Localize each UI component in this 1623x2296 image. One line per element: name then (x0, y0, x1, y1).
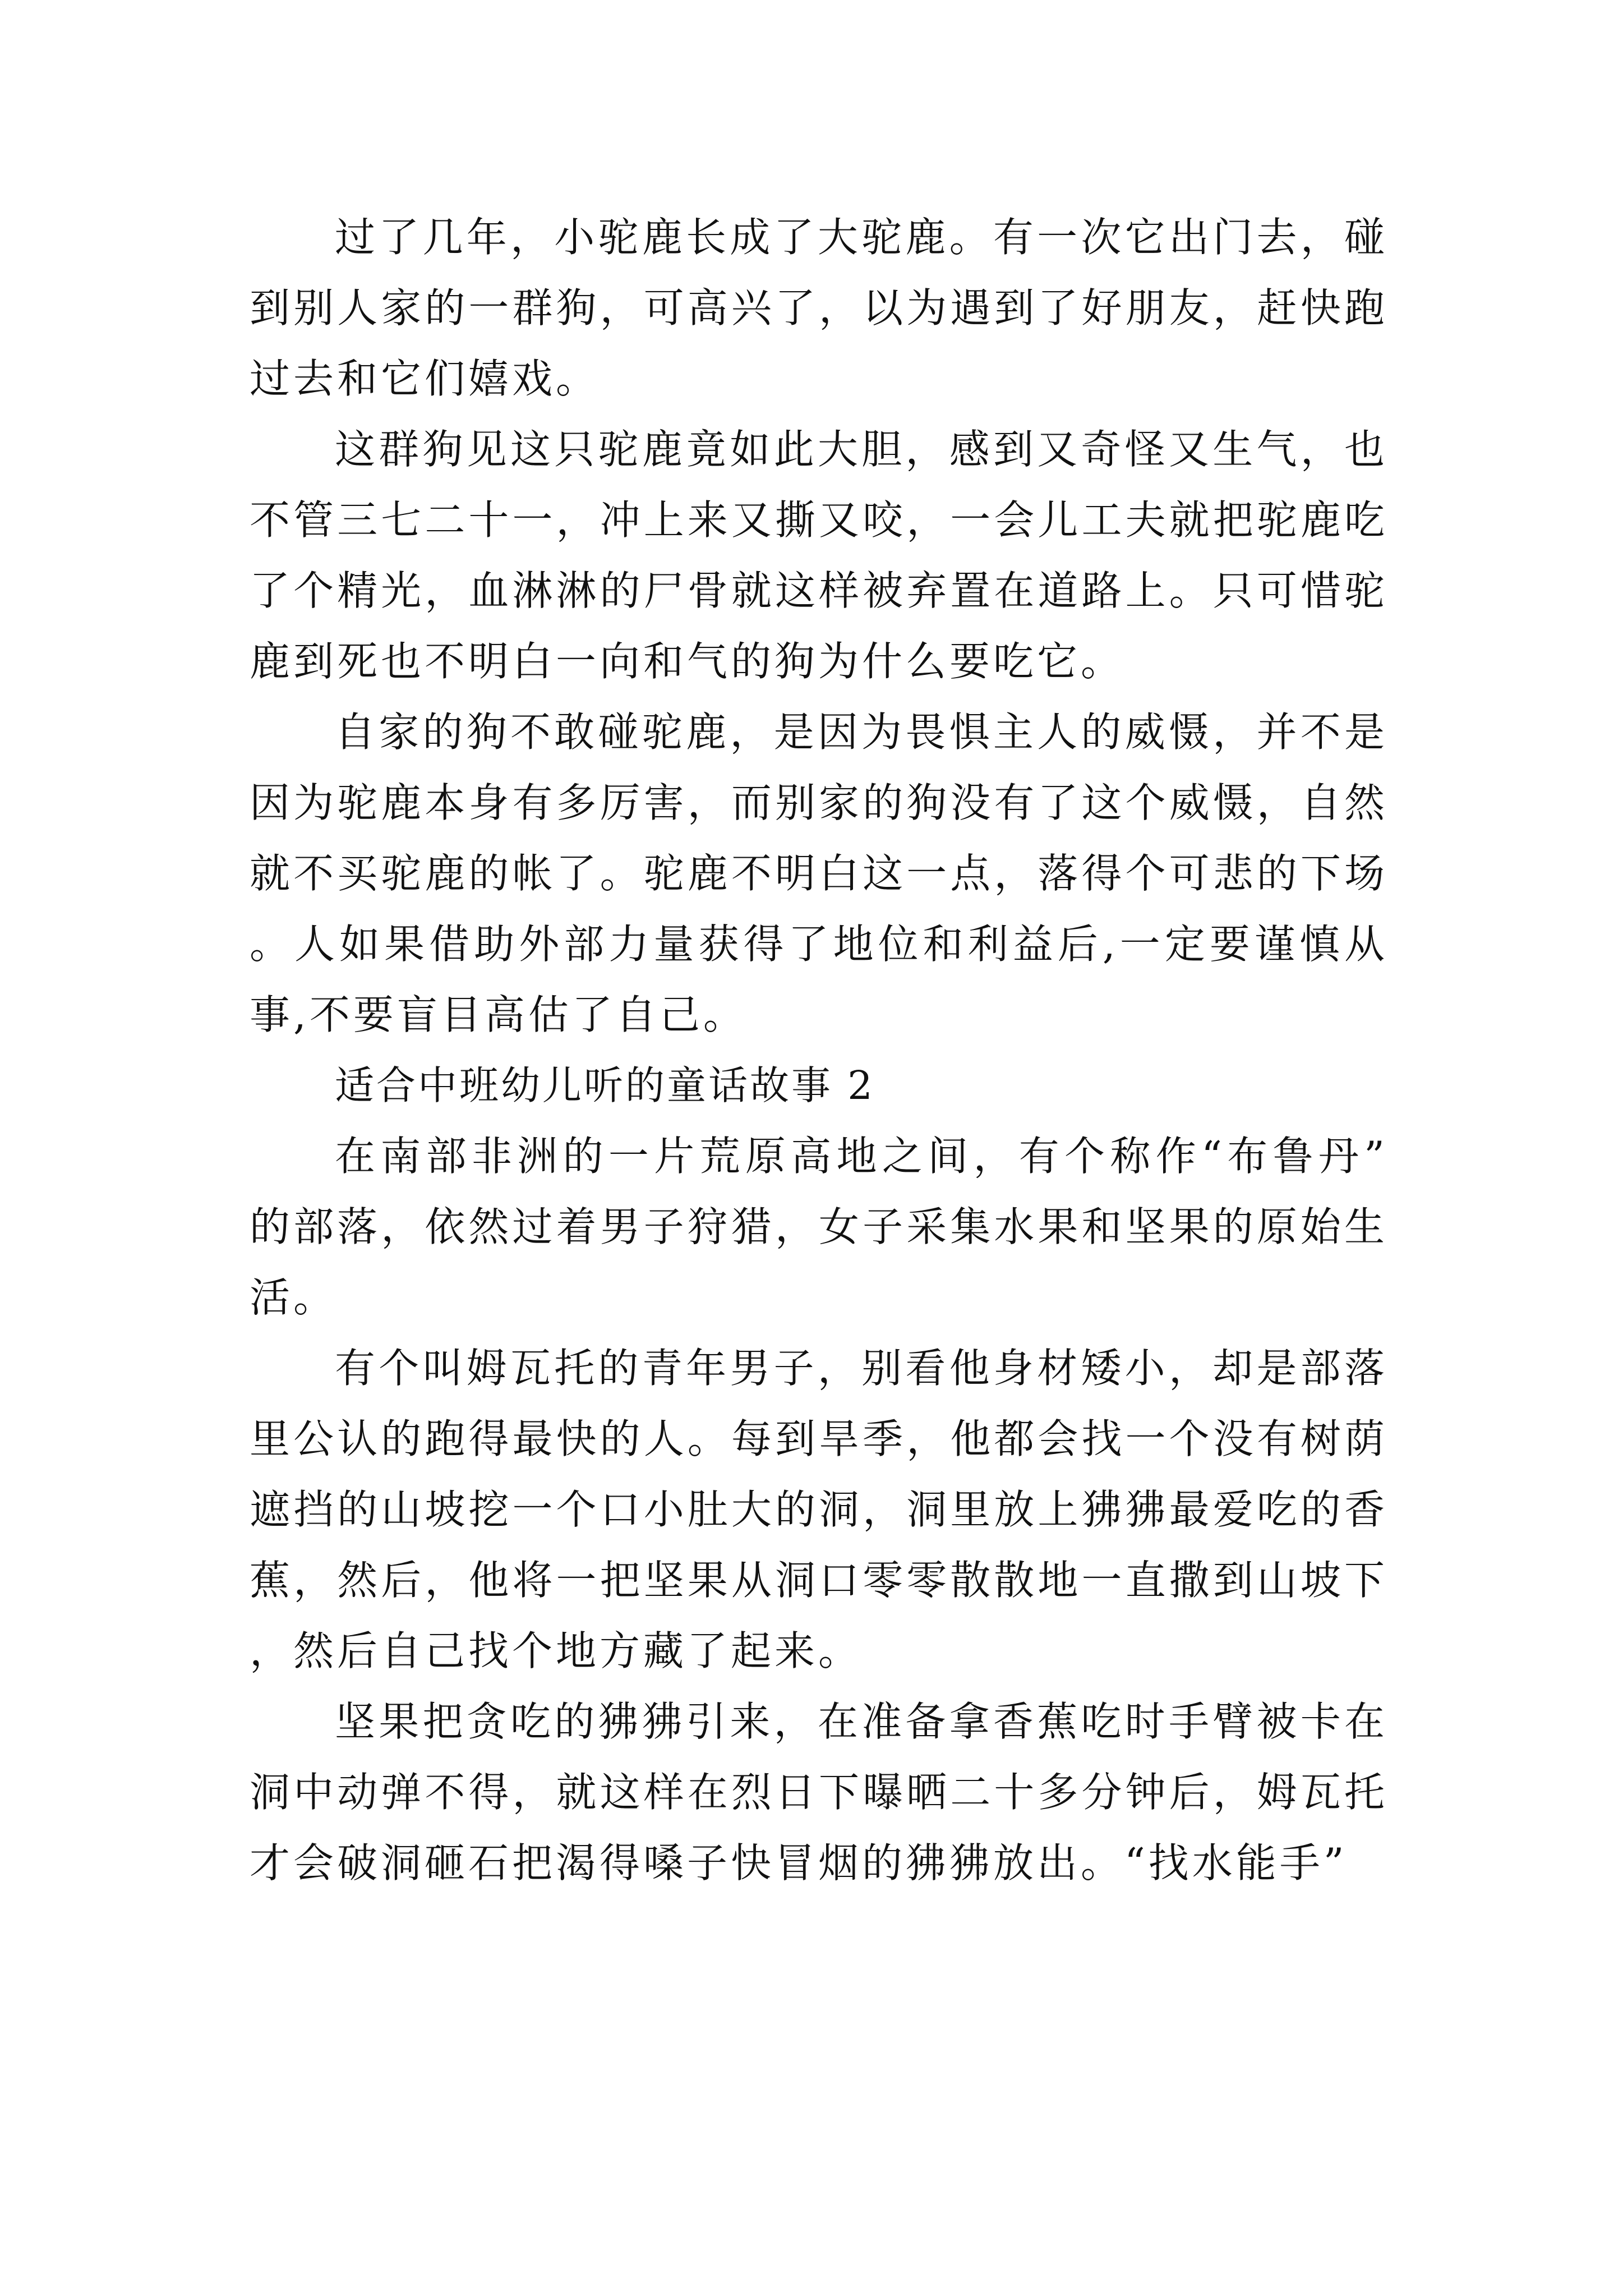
paragraph-2: 这群狗见这只驼鹿竟如此大胆，感到又奇怪又生气，也不管三七二十一，冲上来又撕又咬，一会儿工夫就把驼鹿吃了个精光，血淋淋的尸骨就这样被弃置在道路上。只可惜驼鹿到死也不明白一向和气的狗为什么要吃它。 (250, 426, 1388, 685)
paragraph-3: 自家的狗不敢碰驼鹿，是因为畏惧主人的威慑，并不是因为驼鹿本身有多厉害，而别家的狗没有了这个威慑，自然就不买驼鹿的帐了。驼鹿不明白这一点，落得个可悲的下场。人如果借助外部力量获得了地位和利益后,一定要谨慎从事,不要盲目高估了自己。 (250, 708, 1388, 1038)
section-paragraph-2: 有个叫姆瓦托的青年男子，别看他身材矮小，却是部落里公认的跑得最快的人。每到旱季，他都会找一个没有树荫遮挡的山坡挖一个口小肚大的洞，洞里放上狒狒最爱吃的香蕉，然后，他将一把坚果从洞口零零散散地一直撒到山坡下，然后自己找个地方藏了起来。 (250, 1345, 1388, 1674)
section-paragraph-3: 坚果把贪吃的狒狒引来，在准备拿香蕉吃时手臂被卡在洞中动弹不得，就这样在烈日下曝晒二十多分钟后，姆瓦托才会破洞砸石把渴得嗓子快冒烟的狒狒放出。“找水能手” (250, 1698, 1388, 1887)
section-paragraph-1: 在南部非洲的一片荒原高地之间，有个称作“布鲁丹”的部落，依然过着男子狩猎，女子采集水果和坚果的原始生活。 (250, 1133, 1388, 1321)
paragraph-1: 过了几年，小驼鹿长成了大驼鹿。有一次它出门去，碰到别人家的一群狗，可高兴了，以为遇到了好朋友，赶快跑过去和它们嬉戏。 (250, 214, 1388, 402)
document-body (250, 202, 1388, 1898)
section-title: 适合中班幼儿听的童话故事 2 (335, 1062, 875, 1108)
